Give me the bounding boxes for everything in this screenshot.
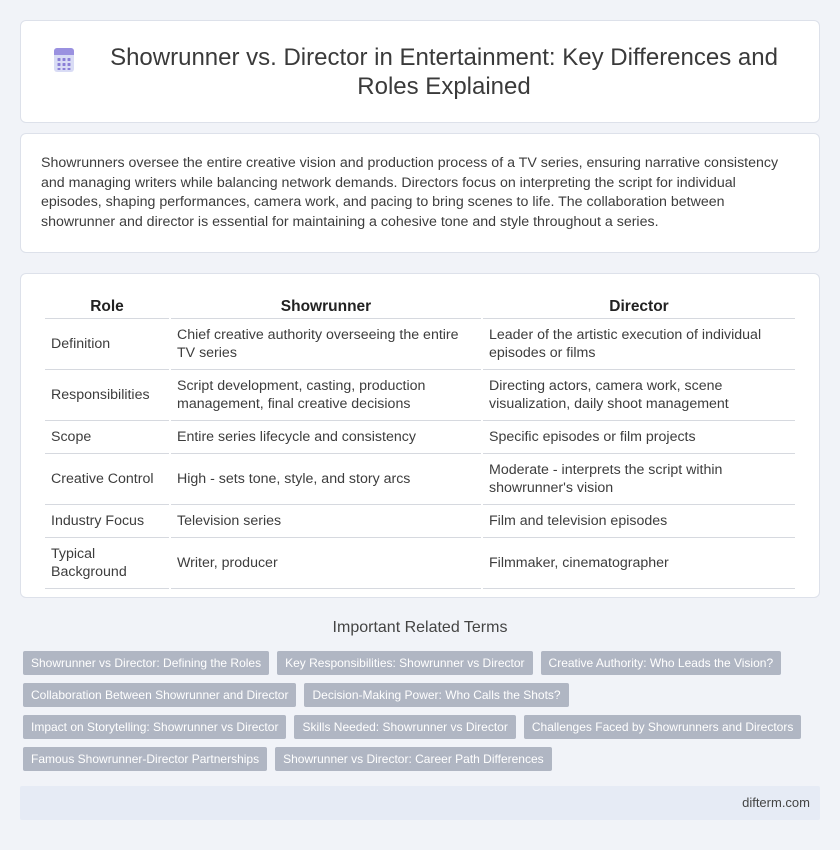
related-term-chip[interactable]: Impact on Storytelling: Showrunner vs Director [23, 715, 286, 739]
showrunner-cell: High - sets tone, style, and story arcs [171, 454, 481, 505]
showrunner-cell: Script development, casting, production management, final creative decisions [171, 370, 481, 421]
comparison-table [43, 294, 797, 589]
related-terms-list [23, 651, 803, 771]
related-term-chip[interactable]: Showrunner vs Director: Defining the Roles [23, 651, 269, 675]
table-header-row [45, 294, 795, 319]
intro-card [20, 133, 820, 253]
row-label: Typical Background [45, 538, 169, 589]
director-cell: Filmmaker, cinematographer [483, 538, 795, 589]
column-header-role: Role [45, 294, 169, 319]
calculator-icon [51, 47, 77, 73]
title-row [21, 43, 819, 101]
table-row [45, 370, 795, 421]
table-row [45, 454, 795, 505]
row-label: Definition [45, 319, 169, 370]
related-term-chip[interactable]: Collaboration Between Showrunner and Director [23, 683, 296, 707]
related-term-chip[interactable]: Decision-Making Power: Who Calls the Shots? [304, 683, 568, 707]
showrunner-cell: Writer, producer [171, 538, 481, 589]
comparison-table-card [20, 273, 820, 598]
showrunner-cell: Chief creative authority overseeing the entire TV series [171, 319, 481, 370]
row-label: Responsibilities [45, 370, 169, 421]
column-header-director: Director [483, 294, 795, 319]
row-label: Creative Control [45, 454, 169, 505]
related-term-chip[interactable]: Creative Authority: Who Leads the Vision? [541, 651, 782, 675]
director-cell: Directing actors, camera work, scene visualization, daily shoot management [483, 370, 795, 421]
footer-site-name[interactable]: difterm.com [742, 795, 810, 810]
related-term-chip[interactable]: Challenges Faced by Showrunners and Directors [524, 715, 801, 739]
related-term-chip[interactable]: Famous Showrunner-Director Partnerships [23, 747, 267, 771]
footer [20, 786, 820, 820]
table-row [45, 319, 795, 370]
table-row [45, 538, 795, 589]
page-title: Showrunner vs. Director in Entertainment: Key Differences and Roles Explained [110, 44, 778, 100]
director-cell: Specific episodes or film projects [483, 421, 795, 454]
intro-paragraph: Showrunners oversee the entire creative vision and production process of a TV series, ensuring narrative consistency and managing writers while balancing network demands. Directors focus on interpreting the script for individual episodes, shaping performances, camera work, and pacing to bring scenes to life. The collaboration between showrunner and director is essential for maintaining a cohesive tone and style throughout a series. [41, 155, 779, 230]
row-label: Industry Focus [45, 505, 169, 538]
table-row [45, 421, 795, 454]
row-label: Scope [45, 421, 169, 454]
director-cell: Leader of the artistic execution of individual episodes or films [483, 319, 795, 370]
related-term-chip[interactable]: Key Responsibilities: Showrunner vs Director [277, 651, 532, 675]
related-terms-title: Important Related Terms [332, 619, 508, 636]
showrunner-cell: Television series [171, 505, 481, 538]
director-cell: Film and television episodes [483, 505, 795, 538]
related-term-chip[interactable]: Skills Needed: Showrunner vs Director [294, 715, 515, 739]
table-row [45, 505, 795, 538]
director-cell: Moderate - interprets the script within showrunner's vision [483, 454, 795, 505]
header-card [20, 20, 820, 123]
related-term-chip[interactable]: Showrunner vs Director: Career Path Differences [275, 747, 552, 771]
column-header-showrunner: Showrunner [171, 294, 481, 319]
showrunner-cell: Entire series lifecycle and consistency [171, 421, 481, 454]
